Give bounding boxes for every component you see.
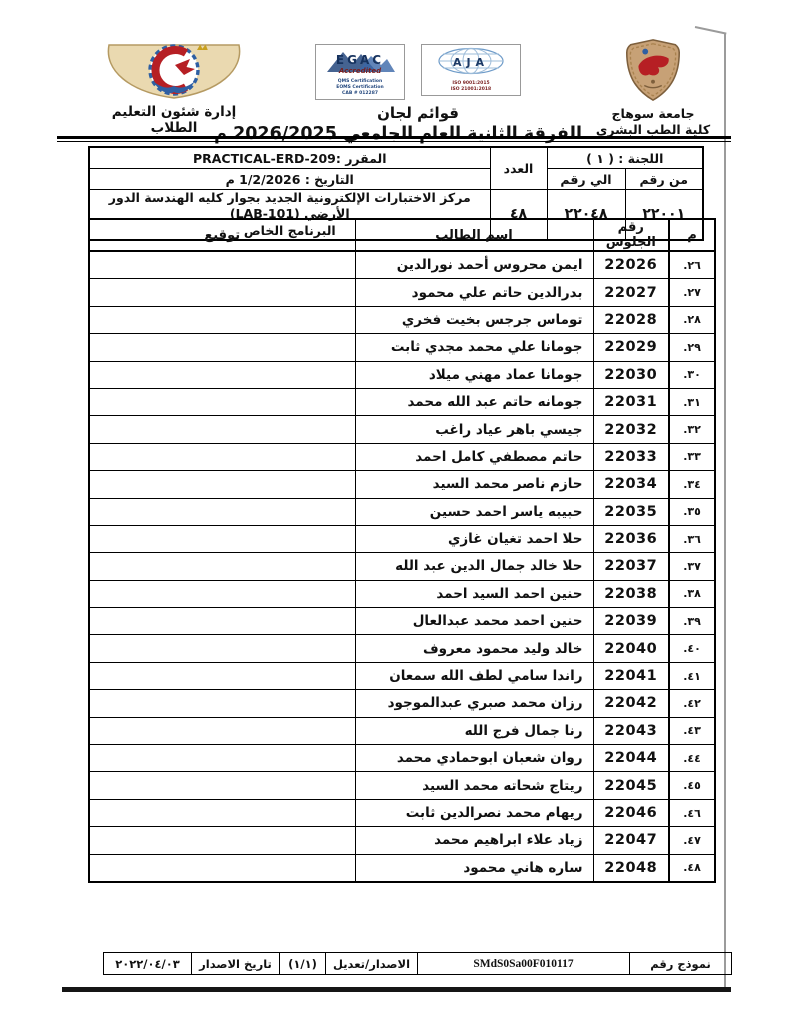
document-subtitle: الفرقة الثانية العام الجامعي 2026/2025 م	[214, 123, 582, 144]
col-header-index: م	[669, 219, 715, 251]
document-title: قوائم لجان	[377, 103, 459, 122]
student-index-cell: ٤٢.	[669, 690, 715, 717]
student-seat-cell: 22043	[593, 717, 669, 744]
student-index-cell: ٣٣.	[669, 443, 715, 470]
student-index-cell: ٤٦.	[669, 799, 715, 826]
student-name-cell: راندا سامي لطف الله سمعان	[355, 662, 593, 689]
faculty-of-medicine-logo-icon	[98, 42, 250, 99]
student-seat-cell: 22035	[593, 498, 669, 525]
student-name-cell: حازم ناصر محمد السيد	[355, 471, 593, 498]
student-row	[89, 854, 715, 882]
issue-date-label: تاريخ الاصدار	[192, 953, 280, 975]
student-index-cell: ٢٩.	[669, 334, 715, 361]
student-signature-cell	[89, 717, 355, 744]
students-header-row	[89, 219, 715, 251]
page-bottom-rule	[62, 987, 731, 992]
student-signature-cell	[89, 388, 355, 415]
student-name-cell: خالد وليد محمود معروف	[355, 635, 593, 662]
from-number-value: ٢٢٠٠١	[625, 190, 703, 240]
student-signature-cell	[89, 443, 355, 470]
student-name-cell: حنين احمد محمد عبدالعال	[355, 608, 593, 635]
col-header-student-name: اسم الطالب	[355, 219, 593, 251]
student-name-cell: جيسي باهر عياد راغب	[355, 416, 593, 443]
student-row	[89, 525, 715, 552]
svg-text:Accredited: Accredited	[338, 67, 382, 75]
student-index-cell: ٢٧.	[669, 279, 715, 306]
student-row	[89, 361, 715, 388]
admin-block	[90, 42, 258, 136]
form-number-label: نموذج رقم	[630, 953, 732, 975]
student-index-cell: ٣٥.	[669, 498, 715, 525]
course-label: المقرر :PRACTICAL-ERD-209	[89, 147, 490, 169]
svg-text:EGAC: EGAC	[335, 53, 385, 67]
student-seat-cell: 22034	[593, 471, 669, 498]
sohag-university-logo-icon	[619, 38, 687, 102]
student-index-cell: ٤٠.	[669, 635, 715, 662]
student-seat-cell: 22048	[593, 854, 669, 882]
student-name-cell: رزان محمد صبري عبدالموجود	[355, 690, 593, 717]
university-block	[592, 38, 714, 137]
scan-edge-line	[724, 34, 726, 988]
student-signature-cell	[89, 471, 355, 498]
student-name-cell: ايمن محروس أحمد نورالدين	[355, 251, 593, 279]
aja-globe-icon	[429, 47, 513, 77]
student-index-cell: ٤٧.	[669, 827, 715, 854]
student-index-cell: ٣٨.	[669, 580, 715, 607]
student-index-cell: ٣٧.	[669, 553, 715, 580]
student-signature-cell	[89, 827, 355, 854]
student-index-cell: ٢٦.	[669, 251, 715, 279]
student-index-cell: ٢٨.	[669, 306, 715, 333]
exam-date: التاريخ : 1/2/2026 م	[89, 169, 490, 190]
col-header-seat-number: رقم الجلوس	[593, 219, 669, 251]
student-signature-cell	[89, 745, 355, 772]
student-seat-cell: 22030	[593, 361, 669, 388]
student-name-cell: روان شعبان ابوحمادي محمد	[355, 745, 593, 772]
student-index-cell: ٤١.	[669, 662, 715, 689]
header-divider	[57, 136, 731, 142]
university-name: جامعة سوهاج	[611, 106, 695, 121]
student-name-cell: جومانا عماد مهني ميلاد	[355, 361, 593, 388]
student-signature-cell	[89, 361, 355, 388]
student-row	[89, 306, 715, 333]
committee-label: اللجنة : ( ١ )	[547, 147, 703, 169]
student-seat-cell: 22042	[593, 690, 669, 717]
student-index-cell: ٣١.	[669, 388, 715, 415]
student-name-cell: جومانه حاتم عبد الله محمد	[355, 388, 593, 415]
student-index-cell: ٣٠.	[669, 361, 715, 388]
student-name-cell: حلا احمد تغيان غازي	[355, 525, 593, 552]
svg-text:AJA: AJA	[452, 56, 490, 69]
student-signature-cell	[89, 854, 355, 882]
student-signature-cell	[89, 334, 355, 361]
student-seat-cell: 22041	[593, 662, 669, 689]
student-name-cell: توماس جرجس بخيت فخري	[355, 306, 593, 333]
student-seat-cell: 22045	[593, 772, 669, 799]
student-name-cell: ريتاج شحاته محمد السيد	[355, 772, 593, 799]
student-signature-cell	[89, 580, 355, 607]
egac-cert-line1: QMS Certification	[337, 79, 383, 84]
student-row	[89, 443, 715, 470]
student-seat-cell: 22026	[593, 251, 669, 279]
student-row	[89, 635, 715, 662]
student-index-cell: ٤٨.	[669, 854, 715, 882]
exam-location-line2: البرنامج الخاص	[243, 222, 336, 238]
student-name-cell: بدرالدين حاتم علي محمود	[355, 279, 593, 306]
students-table	[88, 218, 716, 883]
egac-logo-icon	[323, 47, 397, 75]
student-row	[89, 690, 715, 717]
student-seat-cell: 22032	[593, 416, 669, 443]
student-index-cell: ٣٤.	[669, 471, 715, 498]
student-signature-cell	[89, 799, 355, 826]
student-name-cell: حبيبه ياسر احمد حسين	[355, 498, 593, 525]
aja-iso-line1: ISO 9001:2015	[452, 81, 490, 86]
student-seat-cell: 22047	[593, 827, 669, 854]
student-row	[89, 717, 715, 744]
department-label: إدارة شئون التعليم الطلاب	[111, 104, 237, 136]
student-signature-cell	[89, 306, 355, 333]
issue-date-value: ٢٠٢٢/٠٤/٠٣	[104, 953, 192, 975]
student-name-cell: ريهام محمد نصرالدين ثابت	[355, 799, 593, 826]
student-signature-cell	[89, 553, 355, 580]
student-index-cell: ٣٢.	[669, 416, 715, 443]
issue-label: الاصدار/تعديل	[326, 953, 418, 975]
student-row	[89, 745, 715, 772]
student-seat-cell: 22028	[593, 306, 669, 333]
student-seat-cell: 22029	[593, 334, 669, 361]
aja-iso-line2: ISO 21001:2018	[450, 86, 492, 92]
exam-location-line1: مركز الاختبارات الإلكترونية الجديد بجوار كليه الهندسة الدور الأرضي (LAB-101)	[108, 190, 471, 222]
student-seat-cell: 22038	[593, 580, 669, 607]
students-tbody	[89, 251, 715, 882]
aja-accreditation-badge	[421, 44, 521, 96]
student-signature-cell	[89, 279, 355, 306]
from-number-label: من رقم	[625, 169, 703, 190]
student-seat-cell: 22036	[593, 525, 669, 552]
student-row	[89, 827, 715, 854]
student-name-cell: رنا جمال فرج الله	[355, 717, 593, 744]
student-row	[89, 279, 715, 306]
count-value: ٤٨	[490, 190, 547, 240]
accreditation-logos	[254, 44, 582, 100]
student-row	[89, 662, 715, 689]
student-row	[89, 334, 715, 361]
student-name-cell: حاتم مصطفي كامل احمد	[355, 443, 593, 470]
scan-edge-notch	[695, 26, 727, 35]
student-name-cell: حنين احمد السيد احمد	[355, 580, 593, 607]
student-seat-cell: 22046	[593, 799, 669, 826]
form-footer-table	[103, 952, 732, 975]
student-row	[89, 580, 715, 607]
to-number-label: الي رقم	[547, 169, 625, 190]
student-index-cell: ٤٥.	[669, 772, 715, 799]
student-row	[89, 498, 715, 525]
student-seat-cell: 22027	[593, 279, 669, 306]
student-index-cell: ٤٣.	[669, 717, 715, 744]
header-center	[214, 44, 582, 144]
student-row	[89, 608, 715, 635]
student-signature-cell	[89, 498, 355, 525]
egac-cert-line2: EOMS Certification	[336, 84, 384, 90]
student-signature-cell	[89, 525, 355, 552]
student-row	[89, 416, 715, 443]
student-row	[89, 388, 715, 415]
student-seat-cell: 22040	[593, 635, 669, 662]
student-signature-cell	[89, 608, 355, 635]
student-row	[89, 799, 715, 826]
student-name-cell: جومانا علي محمد مجدي ثابت	[355, 334, 593, 361]
student-name-cell: حلا خالد جمال الدين عبد الله	[355, 553, 593, 580]
student-seat-cell: 22033	[593, 443, 669, 470]
student-signature-cell	[89, 251, 355, 279]
student-signature-cell	[89, 662, 355, 689]
student-row	[89, 251, 715, 279]
egac-cert-line3: CAB # 012287	[342, 90, 378, 96]
count-label: العدد	[490, 147, 547, 190]
faculty-name: كلية الطب البشرى	[595, 121, 711, 137]
student-name-cell: زياد علاء ابراهيم محمد	[355, 827, 593, 854]
issue-value: (١/١)	[280, 953, 326, 975]
student-index-cell: ٣٩.	[669, 608, 715, 635]
student-signature-cell	[89, 772, 355, 799]
student-seat-cell: 22044	[593, 745, 669, 772]
student-signature-cell	[89, 416, 355, 443]
student-signature-cell	[89, 690, 355, 717]
student-index-cell: ٣٦.	[669, 525, 715, 552]
student-row	[89, 772, 715, 799]
student-index-cell: ٤٤.	[669, 745, 715, 772]
student-row	[89, 553, 715, 580]
student-seat-cell: 22037	[593, 553, 669, 580]
student-row	[89, 471, 715, 498]
student-name-cell: ساره هاني محمود	[355, 854, 593, 882]
student-seat-cell: 22039	[593, 608, 669, 635]
col-header-signature: توقيع	[89, 219, 355, 251]
student-seat-cell: 22031	[593, 388, 669, 415]
egac-accreditation-badge	[315, 44, 405, 100]
form-number-value: SMdS0Sa00F010117	[418, 953, 630, 975]
student-signature-cell	[89, 635, 355, 662]
to-number-value: ٢٢٠٤٨	[547, 190, 625, 240]
